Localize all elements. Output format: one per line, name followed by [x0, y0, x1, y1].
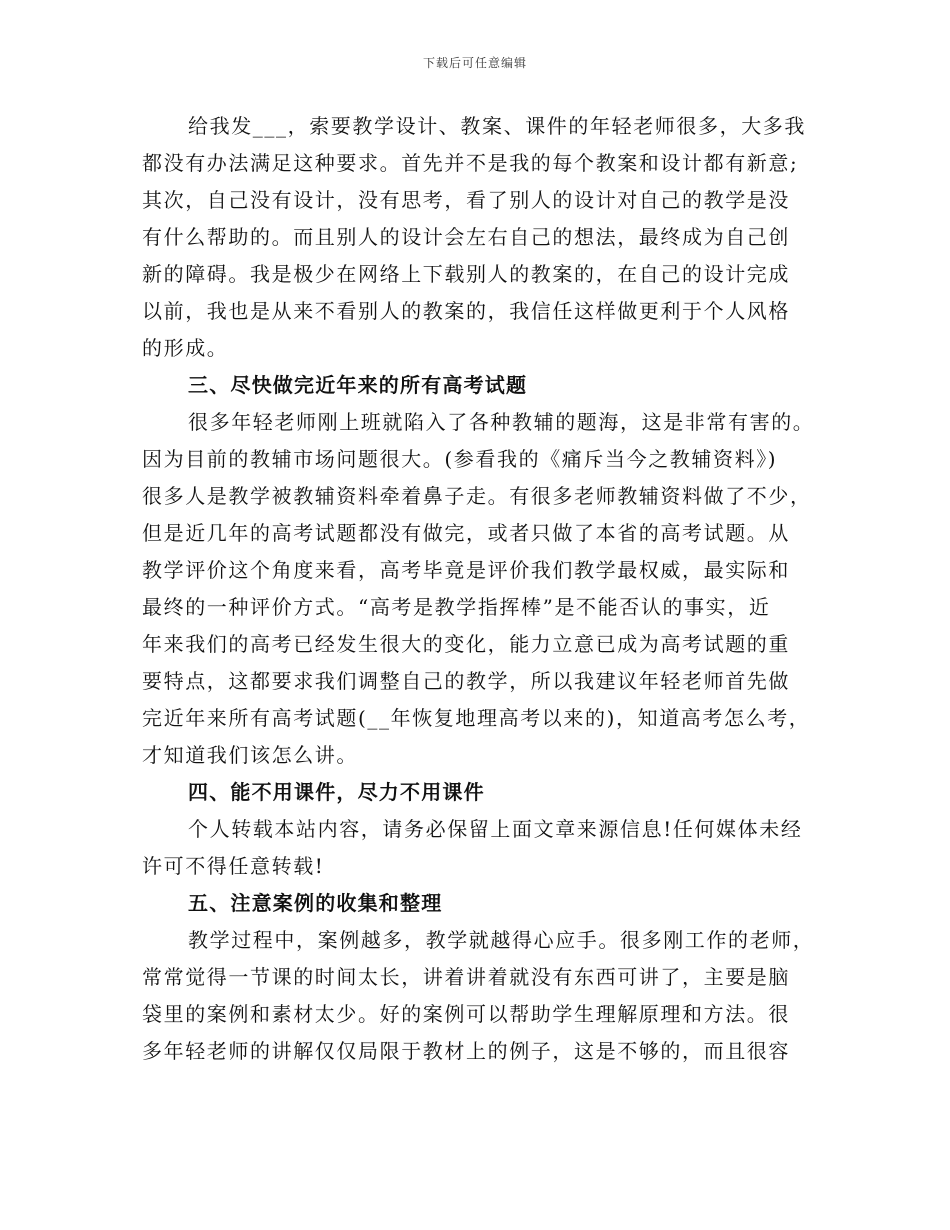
text-line: 袋里的案例和素材太少。好的案例可以帮助学生理解原理和方法。很 [142, 1002, 790, 1026]
text-line: 最终的一种评价方式。“高考是教学指挥棒”是不能否认的事实，近 [142, 595, 771, 619]
text-line: 的形成。 [142, 336, 229, 360]
section-heading: 三、尽快做完近年来的所有高考试题 [188, 373, 528, 397]
text-line: 但是近几年的高考试题都没有做完，或者只做了本省的高考试题。从 [142, 521, 790, 545]
text-line: 给我发___，索要教学设计、教案、课件的年轻老师很多，大多我 [188, 114, 806, 138]
text-line: 许可不得任意转载! [142, 854, 325, 878]
document-body [142, 108, 815, 1070]
header-note: 下载后可任意编辑 [422, 56, 527, 70]
text-line: 很多人是教学被教辅资料牵着鼻子走。有很多老师教辅资料做了不少， [142, 484, 812, 508]
section-heading: 四、能不用课件，尽力不用课件 [188, 780, 485, 804]
text-line: 才知道我们该怎么讲。 [142, 743, 358, 767]
text-line: 多年轻老师的讲解仅仅局限于教材上的例子，这是不够的，而且很容 [142, 1039, 790, 1063]
text-line: 要特点，这都要求我们调整自己的教学，所以我建议年轻老师首先做 [142, 669, 790, 693]
text-line: 以前，我也是从来不看别人的教案的，我信任这样做更利于个人风格 [142, 299, 790, 323]
text-line: 有什么帮助的。而且别人的设计会左右自己的想法，最终成为自己创 [142, 225, 790, 249]
text-line: 教学过程中，案例越多，教学就越得心应手。很多刚工作的老师， [188, 928, 815, 952]
text-line: 很多年轻老师刚上班就陷入了各种教辅的题海，这是非常有害的。 [188, 410, 815, 434]
text-line: 常常觉得一节课的时间太长，讲着讲着就没有东西可讲了，主要是脑 [142, 965, 790, 989]
text-line: 年来我们的高考已经发生很大的变化，能力立意已成为高考试题的重 [142, 632, 790, 656]
text-line: 完近年来所有高考试题(__年恢复地理高考以来的)，知道高考怎么考， [142, 706, 811, 730]
text-line: 因为目前的教辅市场问题很大。(参看我的《痛斥当今之教辅资料》) [142, 447, 778, 471]
text-line: 都没有办法满足这种要求。首先并不是我的每个教案和设计都有新意; [142, 151, 799, 175]
text-line: 新的障碍。我是极少在网络上下载别人的教案的，在自己的设计完成 [142, 262, 790, 286]
text-line: 教学评价这个角度来看，高考毕竟是评价我们教学最权威，最实际和 [142, 558, 790, 582]
text-line: 其次，自己没有设计，没有思考，看了别人的设计对自己的教学是没 [142, 188, 790, 212]
section-heading: 五、注意案例的收集和整理 [188, 891, 443, 915]
text-line: 个人转载本站内容，请务必保留上面文章来源信息!任何媒体未经 [188, 817, 803, 841]
